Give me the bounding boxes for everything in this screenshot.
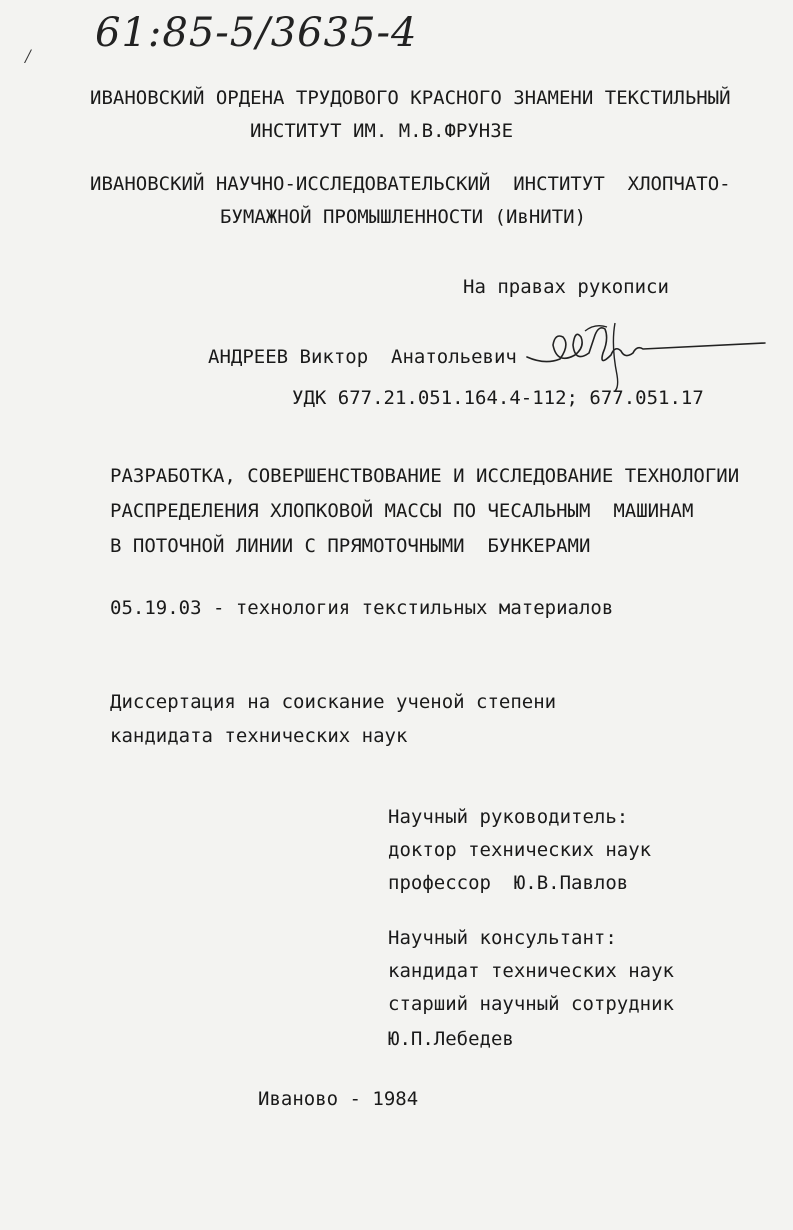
institute2-line2: БУМАЖНОЙ ПРОМЫШЛЕННОСТИ (ИвНИТИ): [220, 206, 587, 228]
degree-line-1: Диссертация на соискание ученой степени: [110, 691, 557, 713]
title-line-1: РАЗРАБОТКА, СОВЕРШЕНСТВОВАНИЕ И ИССЛЕДОВАНИЕ ТЕХНОЛОГИИ: [110, 465, 740, 487]
title-line-2: РАСПРЕДЕЛЕНИЯ ХЛОПКОВОЙ МАССЫ ПО ЧЕСАЛЬНЫМ МАШИНАМ: [110, 500, 694, 522]
margin-mark: ⁄: [22, 44, 35, 68]
author-name: АНДРЕЕВ Виктор Анатольевич: [208, 346, 517, 368]
title-line-3: В ПОТОЧНОЙ ЛИНИИ С ПРЯМОТОЧНЫМИ БУНКЕРАМИ: [110, 535, 591, 557]
supervisor-heading: Научный руководитель:: [388, 806, 629, 828]
institute1-line1: ИВАНОВСКИЙ ОРДЕНА ТРУДОВОГО КРАСНОГО ЗНАМЕНИ ТЕКСТИЛЬНЫЙ: [90, 87, 731, 109]
specialty: 05.19.03 - технология текстильных материалов: [110, 597, 614, 619]
consultant-name: Ю.П.Лебедев: [388, 1028, 514, 1050]
supervisor-name: профессор Ю.В.Павлов: [388, 872, 629, 894]
degree-line-2: кандидата технических наук: [110, 725, 408, 747]
place-year: Иваново - 1984: [258, 1088, 419, 1110]
consultant-title: старший научный сотрудник: [388, 993, 674, 1015]
institute2-line1: ИВАНОВСКИЙ НАУЧНО-ИССЛЕДОВАТЕЛЬСКИЙ ИНСТИТУТ ХЛОПЧАТО-: [90, 173, 731, 195]
consultant-heading: Научный консультант:: [388, 927, 617, 949]
institute1-line2: ИНСТИТУТ ИМ. М.В.ФРУНЗЕ: [250, 120, 514, 142]
supervisor-degree: доктор технических наук: [388, 839, 652, 861]
archive-code: 61:85-5/3635-4: [95, 10, 418, 56]
signature: [515, 315, 775, 395]
consultant-degree: кандидат технических наук: [388, 960, 674, 982]
udc-code: УДК 677.21.051.164.4-112; 677.051.17: [292, 387, 704, 409]
manuscript-rights: На правах рукописи: [463, 276, 669, 298]
